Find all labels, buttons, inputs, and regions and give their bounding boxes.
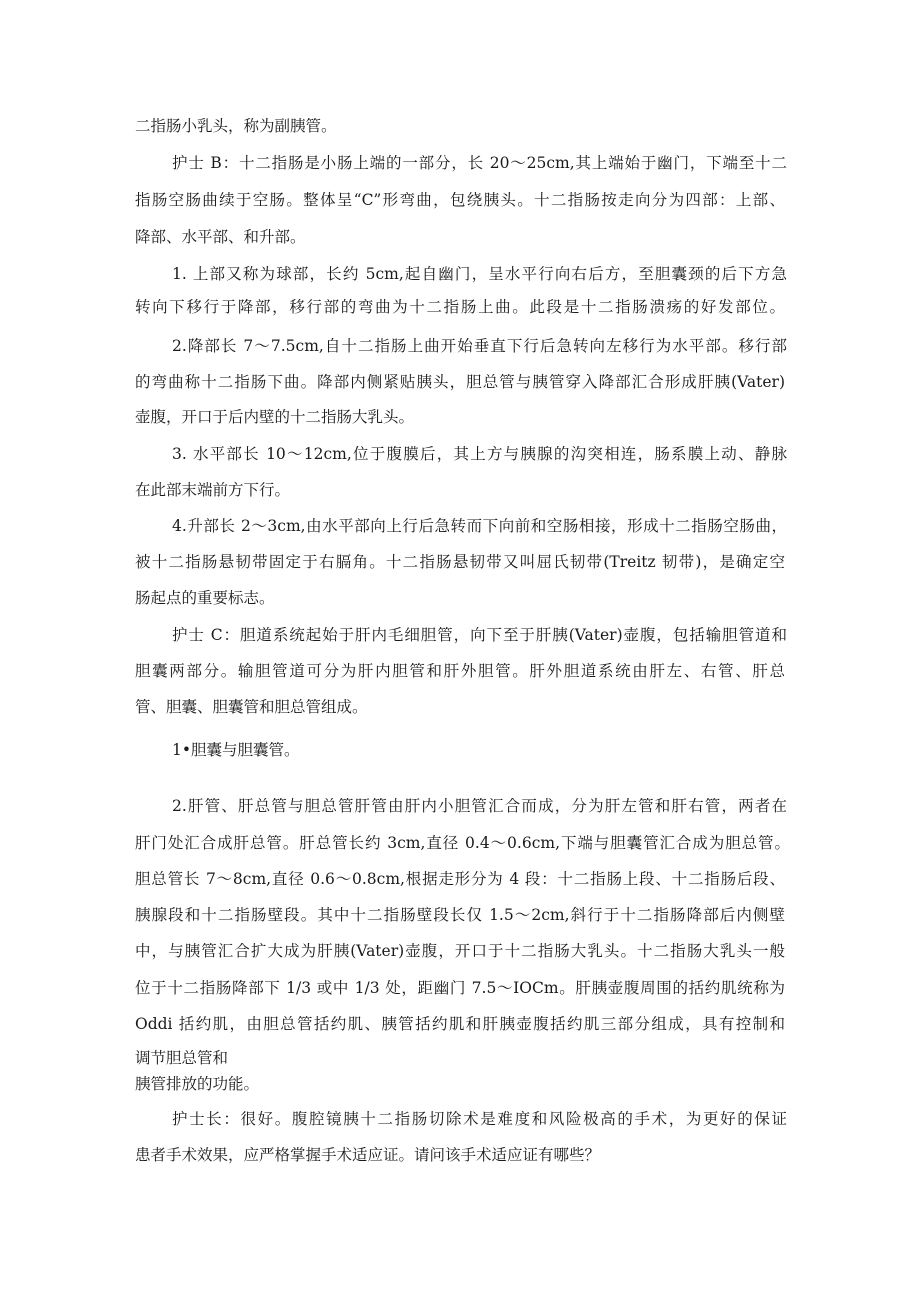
text-line: 胰腺段和十二指肠壁段。其中十二指肠壁段长仅 1.5～2cm,斜行于十二指肠降部后内侧壁 xyxy=(135,906,785,924)
text-line: 壶腹，开口于后内壁的十二指肠大乳头。 xyxy=(135,408,415,426)
text-line: 胰管排放的功能。 xyxy=(135,1075,260,1093)
text-line: 指肠空肠曲续于空肠。整体呈“C”形弯曲，包绕胰头。十二指肠按走向分为四部：上部、 xyxy=(135,191,785,209)
text-line: 护士 C：胆道系统起始于肝内毛细胆管，向下至于肝胰(Vater)壶腹，包括输胆管道和 xyxy=(172,626,787,644)
text-line: 1•胆囊与胆囊管。 xyxy=(172,741,300,759)
text-line: 护士 B：十二指肠是小肠上端的一部分，长 20～25cm,其上端始于幽门，下端至十二 xyxy=(172,154,787,172)
text-line: 4.升部长 2～3cm,由水平部向上行后急转而下向前和空肠相接，形成十二指肠空肠曲， xyxy=(172,517,787,535)
text-line: 位于十二指肠降部下 1/3 或中 1/3 处，距幽门 7.5～IOCm。肝胰壶腹周围的括约肌统称为 xyxy=(135,979,785,997)
text-line: 被十二指肠悬韧带固定于右膈角。十二指肠悬韧带又叫屈氏韧带(Treitz 韧带)，是确定空 xyxy=(135,553,785,571)
text-line: 3. 水平部长 10～12cm,位于腹膜后，其上方与胰腺的沟突相连，肠系膜上动、静脉 xyxy=(172,445,787,463)
text-line: 在此部末端前方下行。 xyxy=(135,481,291,499)
text-line: 调节胆总管和 xyxy=(135,1049,229,1067)
text-line: 管、胆囊、胆囊管和胆总管组成。 xyxy=(135,698,368,716)
text-line: 2.降部长 7～7.5cm,自十二指肠上曲开始垂直下行后急转向左移行为水平部。移行部 xyxy=(172,337,787,355)
text-line: 的弯曲称十二指肠下曲。降部内侧紧贴胰头，胆总管与胰管穿入降部汇合形成肝胰(Vater) xyxy=(135,373,785,391)
text-line: Oddi 括约肌，由胆总管括约肌、胰管括约肌和肝胰壶腹括约肌三部分组成，具有控制和 xyxy=(135,1015,785,1033)
text-line: 患者手术效果，应严格掌握手术适应证。请问该手术适应证有哪些？ xyxy=(135,1146,601,1164)
text-line: 二指肠小乳头，称为副胰管。 xyxy=(135,117,337,135)
text-line: 2.肝管、肝总管与胆总管肝管由肝内小胆管汇合而成，分为肝左管和肝右管，两者在 xyxy=(172,797,787,815)
text-line: 肠起点的重要标志。 xyxy=(135,589,275,607)
text-line: 1. 上部又称为球部，长约 5cm,起自幽门，呈水平行向右后方，至胆囊颈的后下方急 xyxy=(172,265,787,283)
text-line: 降部、水平部、和升部。 xyxy=(135,228,306,246)
text-line: 胆囊两部分。输胆管道可分为肝内胆管和肝外胆管。肝外胆道系统由肝左、右管、肝总 xyxy=(135,662,785,680)
text-line: 中，与胰管汇合扩大成为肝胰(Vater)壶腹，开口于十二指肠大乳头。十二指肠大乳头一般 xyxy=(135,942,785,960)
text-line: 转向下移行于降部，移行部的弯曲为十二指肠上曲。此段是十二指肠溃疡的好发部位。 xyxy=(135,298,785,316)
text-line: 肝门处汇合成肝总管。肝总管长约 3cm,直径 0.4～0.6cm,下端与胆囊管汇合成为胆总管。 xyxy=(135,834,790,852)
text-line: 护士长：很好。腹腔镜胰十二指肠切除术是难度和风险极高的手术，为更好的保证 xyxy=(172,1110,787,1128)
text-line: 胆总管长 7～8cm,直径 0.6～0.8cm,根据走形分为 4 段：十二指肠上段、十二指肠后段、 xyxy=(135,870,785,888)
